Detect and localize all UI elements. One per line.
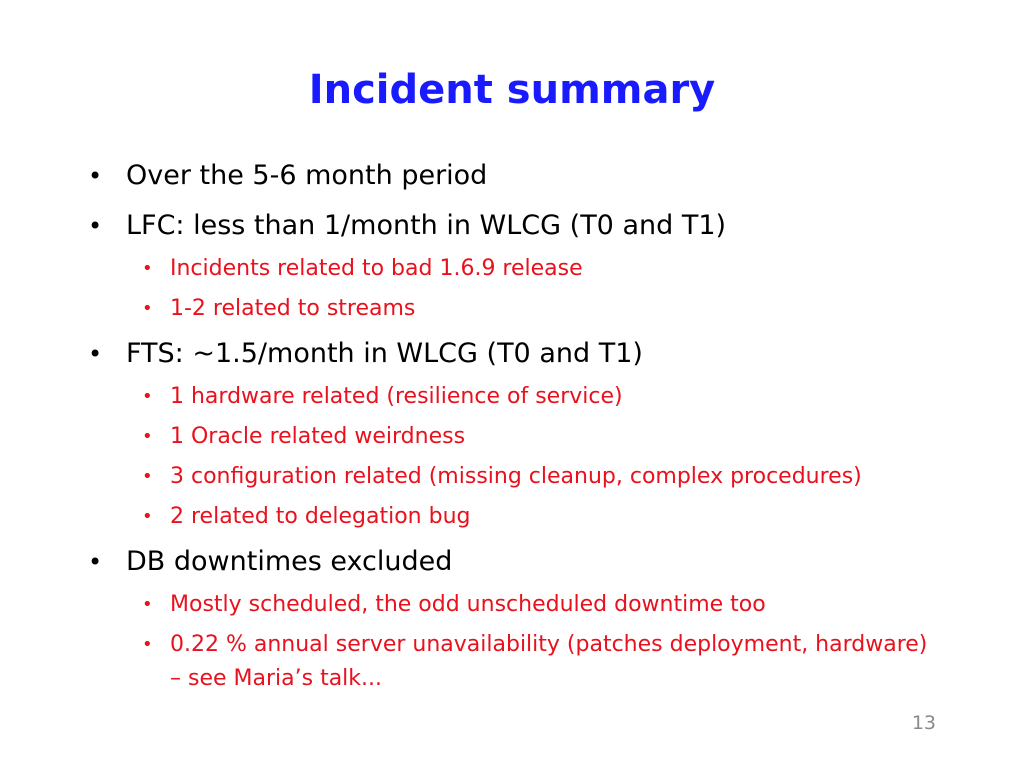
sub-bullet-text: Mostly scheduled, the odd unscheduled downtime too [170, 592, 766, 617]
sub-bullet-marker: • [142, 298, 153, 319]
sub-bullet-marker: • [142, 594, 153, 615]
sub-bullet-item [142, 500, 928, 534]
sub-bullet-text: 1 hardware related (resilience of service) [170, 384, 623, 409]
sub-bullet-text: 3 configuration related (missing cleanup, complex procedures) [170, 464, 862, 489]
bullet-marker: • [88, 212, 103, 240]
bullet-text: Over the 5-6 month period [126, 160, 488, 191]
bullet-text: DB downtimes excluded [126, 546, 453, 577]
bullet-list [88, 154, 928, 702]
bullet-marker: • [88, 340, 103, 368]
bullet-text: LFC: less than 1/month in WLCG (T0 and T1) [126, 210, 727, 241]
sub-bullet-text: 1-2 related to streams [170, 296, 416, 321]
sub-bullet-item [142, 380, 928, 414]
sub-bullet-item [142, 420, 928, 454]
sub-bullet-list [142, 380, 928, 534]
bullet-item [88, 154, 928, 198]
bullet-marker: • [88, 162, 103, 190]
bullet-marker: • [88, 548, 103, 576]
sub-bullet-item [142, 292, 928, 326]
bullet-item [88, 204, 928, 248]
sub-bullet-item [142, 252, 928, 286]
bullet-text: FTS: ~1.5/month in WLCG (T0 and T1) [126, 338, 643, 369]
sub-bullet-marker: • [142, 466, 153, 487]
sub-bullet-text: 2 related to delegation bug [170, 504, 471, 529]
sub-bullet-marker: • [142, 506, 153, 527]
sub-bullet-list [142, 588, 928, 696]
sub-bullet-marker: • [142, 426, 153, 447]
sub-bullet-list [142, 252, 928, 326]
page-number: 13 [911, 712, 936, 734]
bullet-item [88, 332, 928, 376]
sub-bullet-item [142, 628, 928, 696]
sub-bullet-text: Incidents related to bad 1.6.9 release [170, 256, 583, 281]
sub-bullet-item [142, 588, 928, 622]
sub-bullet-marker: • [142, 634, 153, 655]
sub-bullet-item [142, 460, 928, 494]
sub-bullet-text: 1 Oracle related weirdness [170, 424, 466, 449]
bullet-item [88, 540, 928, 584]
sub-bullet-text: 0.22 % annual server unavailability (patches deployment, hardware) – see Maria’s talk... [170, 632, 928, 691]
sub-bullet-marker: • [142, 258, 153, 279]
sub-bullet-marker: • [142, 386, 153, 407]
slide-title: Incident summary [308, 67, 716, 113]
